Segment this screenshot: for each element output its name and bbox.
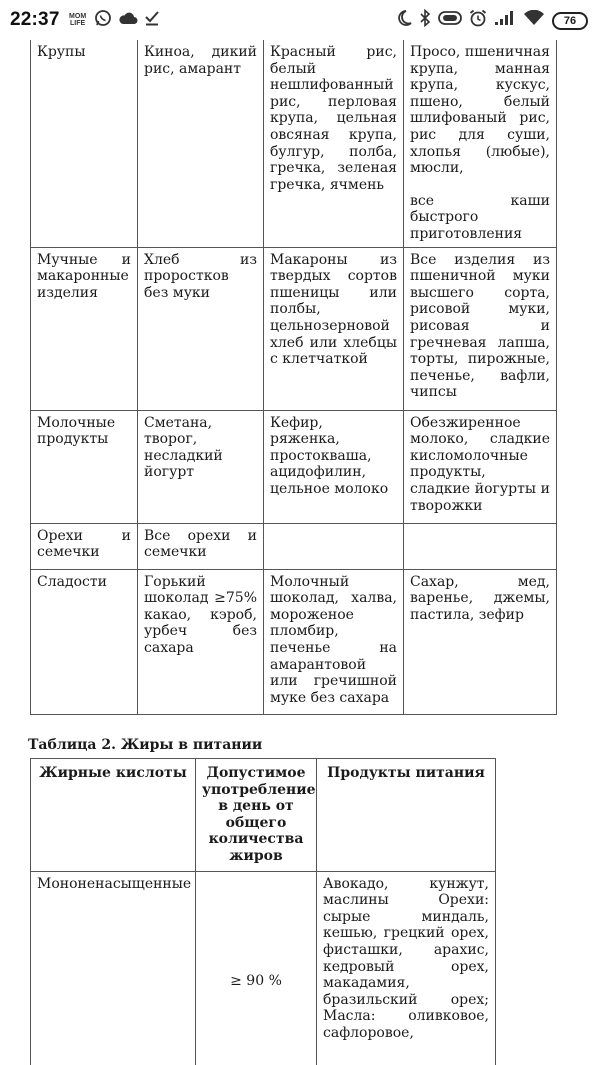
document-view[interactable] <box>0 40 600 1065</box>
status-bar <box>0 0 600 40</box>
table-row <box>31 40 557 247</box>
bluetooth-icon <box>419 9 431 32</box>
allowed-cell: Хлеб из проростков без муки <box>138 247 264 410</box>
moderate-cell: Макароны из твердых сортов пшеницы или полбы, цельнозерновой хлеб или хлебцы с клетчаткой <box>264 247 404 410</box>
excluded-cell: Все изделия из пшеничной муки высшего сорта, рисовой муки, рисовая и гречневая лапша, торты, пирожные, печенье, вафли, чипсы <box>404 247 557 410</box>
column-header: Продукты питания <box>317 759 496 872</box>
whatsapp-icon <box>94 9 112 32</box>
notification-icons <box>68 9 160 32</box>
moderate-cell <box>264 523 404 569</box>
allowed-cell: Киноа, дикий рис, амарант <box>138 40 264 247</box>
status-time: 22:37 <box>10 9 60 30</box>
momlife-icon: MOM LIFE <box>69 13 87 27</box>
column-header: Жирные кислоты <box>31 759 196 872</box>
table-row <box>31 871 496 1065</box>
excluded-cell <box>404 523 557 569</box>
acid-cell: Мононенасыщенные <box>31 871 196 1065</box>
signal-icon <box>494 10 516 31</box>
amount-cell: ≥ 90 % <box>196 871 317 1065</box>
excluded-cell: Обезжиренное молоко, сладкие кисломолочные продукты, сладкие йогурты и творожки <box>404 410 557 523</box>
battery-saver-icon <box>438 11 462 30</box>
fats-table <box>30 758 496 1065</box>
table-row <box>31 523 557 569</box>
products-cell: Авокадо, кунжут, маслины Орехи: сырые миндаль, кешью, грецкий орех, фисташки, арахис, кедровый орех, макадамия, бразильский орех; Масла: оливковое, сафлоровое, <box>317 871 496 1065</box>
moon-icon <box>396 9 412 32</box>
wifi-icon <box>523 10 545 31</box>
excluded-cell: Сахар, мед, варенье, джемы, пастила, зефир <box>404 569 557 714</box>
category-cell: Крупы <box>31 40 138 247</box>
excluded-extra-text: все каши быстрого приготовления <box>410 192 550 242</box>
system-icons <box>396 9 588 32</box>
moderate-cell: Красный рис, белый нешлифованный рис, перловая крупа, цельная овсяная крупа, булгур, полба, гречка, зеленая гречка, ячмень <box>264 40 404 247</box>
battery-icon: 76 <box>552 12 588 30</box>
category-cell: Орехи и семечки <box>31 523 138 569</box>
carbs-table <box>30 40 557 715</box>
table2-caption: Таблица 2. Жиры в питании <box>28 737 263 753</box>
cloud-icon <box>118 11 138 30</box>
table-row <box>31 569 557 714</box>
moderate-cell: Кефир, ряженка, простокваша, ацидофилин, цельное молоко <box>264 410 404 523</box>
allowed-cell: Сметана, творог, несладкий йогурт <box>138 410 264 523</box>
category-cell: Сладости <box>31 569 138 714</box>
allowed-cell: Горький шоколад ≥75% какао, кэроб, урбеч без сахара <box>138 569 264 714</box>
category-cell: Мучные и макаронные изделия <box>31 247 138 410</box>
excluded-text: Просо, пшеничная крупа, манная крупа, кускус, пшено, белый шлифованый рис, рис для суши, хлопья (любые), мюсли, <box>410 44 550 177</box>
allowed-cell: Все орехи и семечки <box>138 523 264 569</box>
table-row <box>31 410 557 523</box>
column-header: Допустимое употребление в день от общего количества жиров <box>196 759 317 872</box>
table-row <box>31 247 557 410</box>
table-header-row <box>31 759 496 872</box>
excluded-cell <box>404 40 557 247</box>
category-cell: Молочные продукты <box>31 410 138 523</box>
moderate-cell: Молочный шоколад, халва, мороженое пломбир, печенье на амарантовой или гречишной муке без сахара <box>264 569 404 714</box>
alarm-icon <box>469 9 487 32</box>
download-done-icon <box>144 10 160 31</box>
